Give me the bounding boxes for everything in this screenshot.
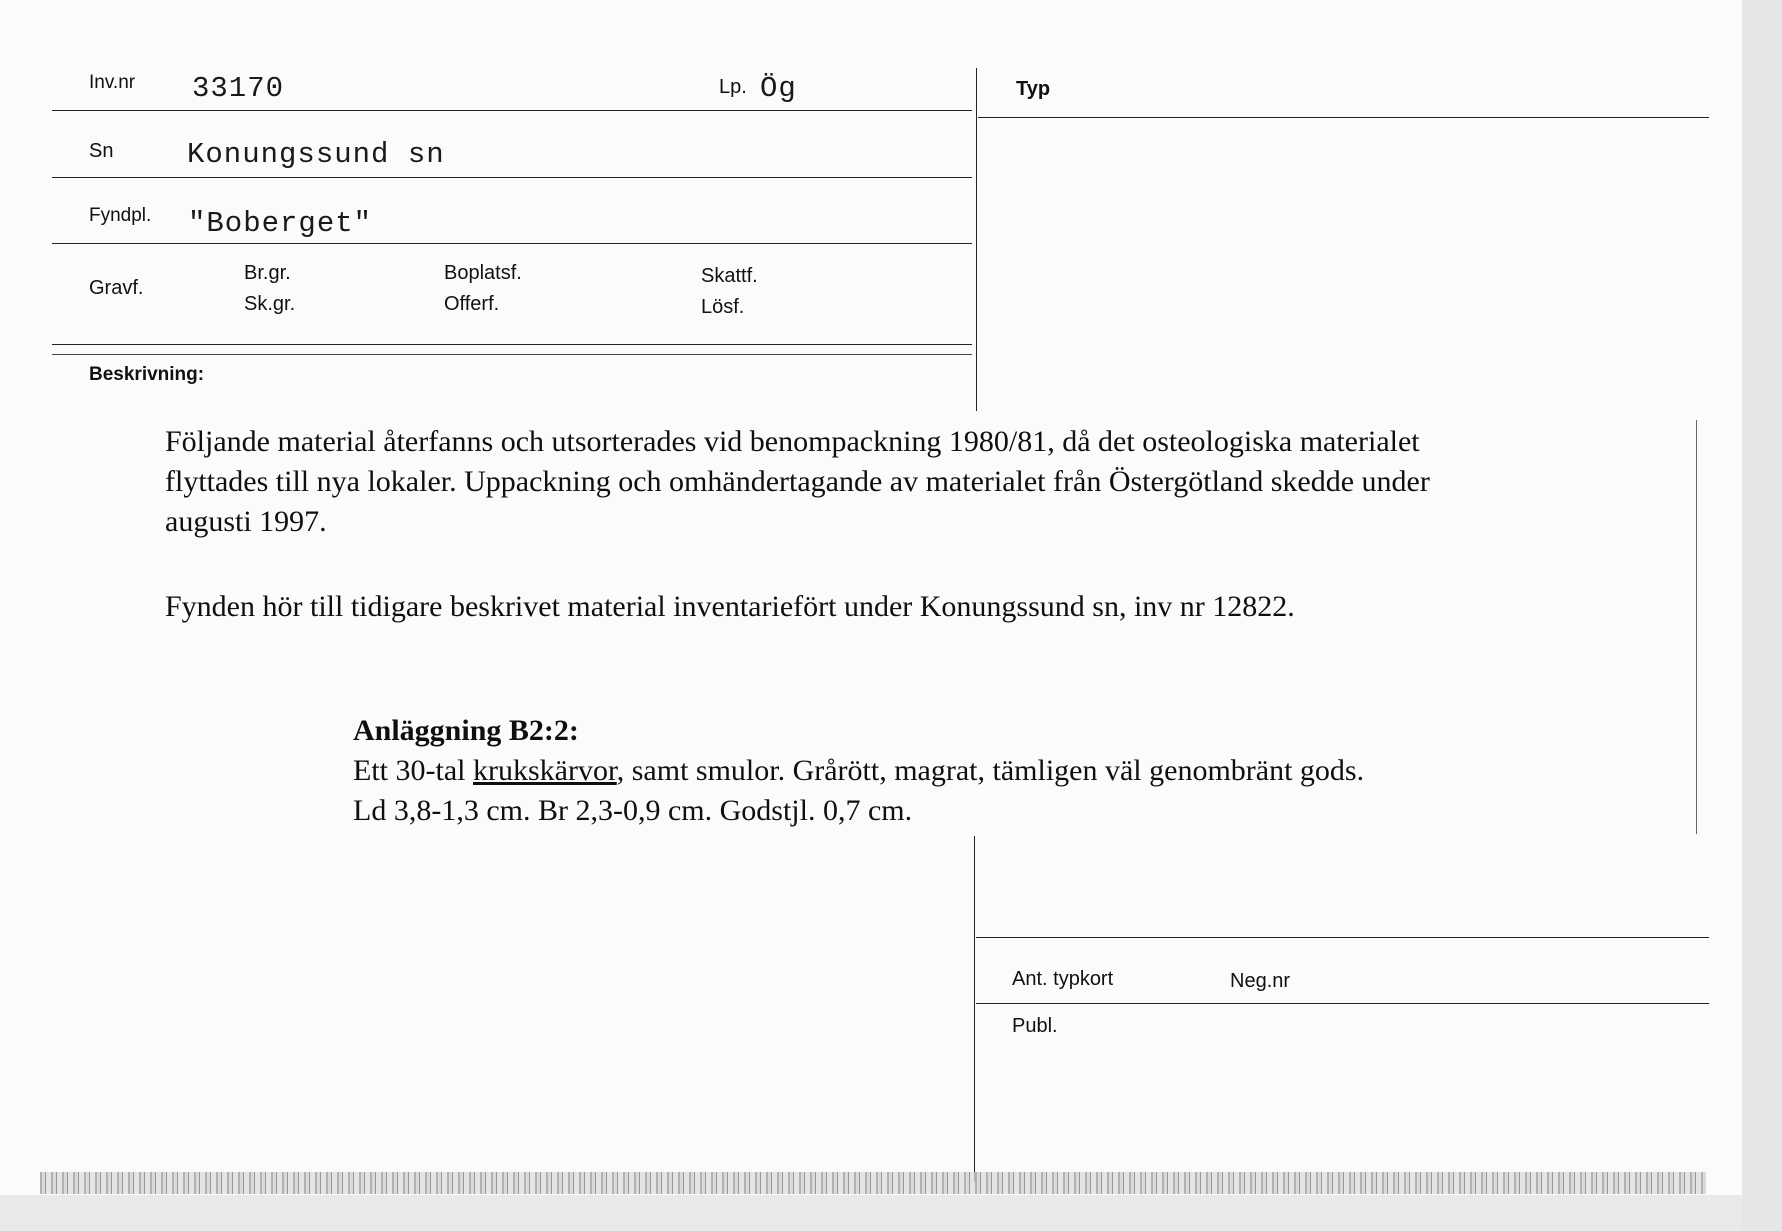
section-text: , samt smulor. Grårött, magrat, tämligen väl genombränt gods. [616, 754, 1365, 787]
offerf-label: Offerf. [444, 293, 500, 315]
skattf-label: Skattf. [701, 265, 758, 287]
lp-value: Ög [760, 72, 797, 105]
negnr-label: Neg.nr [1230, 970, 1291, 992]
section-line: Ld 3,8-1,3 cm. Br 2,3-0,9 cm. Godstjl. 0,7 cm. [353, 794, 913, 827]
section-line [353, 751, 1693, 791]
scan-edge-strip [40, 1172, 1706, 1194]
section-heading: Anläggning B2:2: [353, 714, 579, 747]
row-divider [52, 110, 972, 111]
sn-label: Sn [89, 140, 114, 162]
underlined-term: krukskärvor [472, 754, 617, 787]
row-divider [52, 354, 972, 355]
row-divider [52, 243, 972, 244]
paragraph-line: Följande material återfanns och utsorterades vid benompackning 1980/81, då det osteologiska materialet [165, 425, 1420, 458]
sn-value: Konungssund sn [187, 138, 445, 171]
typ-label: Typ [1016, 78, 1051, 100]
footer-divider [976, 1003, 1709, 1004]
row-divider [52, 177, 972, 178]
row-divider [52, 344, 972, 345]
inv-nr-label: Inv.nr [89, 72, 136, 93]
column-divider [976, 68, 977, 411]
paragraph-line: flyttades till nya lokaler. Uppackning och omhändertagande av materialet från Östergötland skedde under [165, 465, 1430, 498]
ant-typkort-label: Ant. typkort [1012, 968, 1114, 990]
scan-margin [1742, 0, 1782, 1231]
typ-divider [978, 117, 1709, 118]
beskrivning-label: Beskrivning: [89, 364, 205, 385]
inv-nr-value: 33170 [192, 72, 285, 105]
lp-label: Lp. [719, 76, 747, 98]
publ-label: Publ. [1012, 1015, 1058, 1037]
feature-section [353, 711, 1693, 831]
reference-paragraph: Fynden hör till tidigare beskrivet material inventariefört under Konungssund sn, inv nr 12822. [165, 590, 1295, 623]
section-text: Ett 30-tal [353, 754, 473, 787]
column-divider [974, 836, 975, 1182]
footer-divider [976, 937, 1709, 938]
paragraph-line: augusti 1997. [165, 505, 327, 538]
skgr-label: Sk.gr. [244, 293, 296, 315]
brgr-label: Br.gr. [244, 262, 291, 284]
losf-label: Lösf. [701, 296, 745, 318]
boplatsf-label: Boplatsf. [444, 262, 522, 284]
description-paragraph [165, 422, 1705, 542]
fyndpl-value: "Boberget" [188, 207, 373, 240]
gravf-label: Gravf. [89, 277, 144, 299]
fyndpl-label: Fyndpl. [89, 205, 152, 226]
